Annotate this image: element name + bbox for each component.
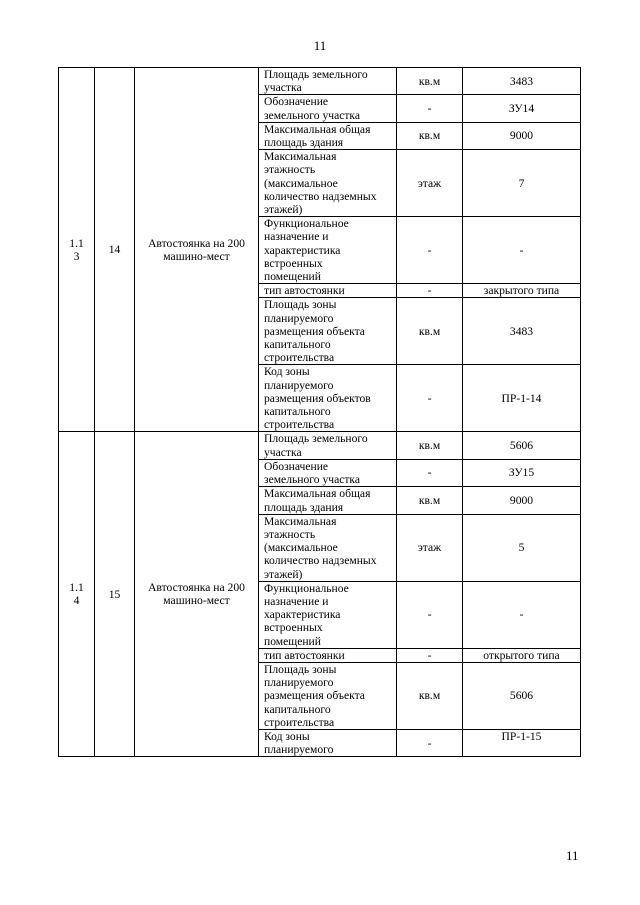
parameter-line: помещений [264,634,321,648]
parameter-line: площадь здания [264,500,344,514]
item-number-line: 4 [73,594,80,608]
value-cell: 9000 [463,122,581,149]
parameter-line: участка [264,81,302,95]
unit-cell: - [397,729,463,756]
value-cell: 9000 [463,487,581,514]
parameter-line: земельного участка [264,108,361,122]
parameter-line: размещения объекта [264,689,365,703]
parameter-line: Обозначение [264,459,329,473]
value-cell: 5606 [463,432,581,459]
parameter-line: встроенных [264,256,323,270]
parameter-line: планируемого [264,311,334,325]
parameter-cell [259,217,397,284]
unit-cell: кв.м [397,487,463,514]
parameter-line: Код зоны [264,729,310,743]
unit-cell: - [397,459,463,486]
parameter-line: планируемого [264,378,334,392]
parameter-cell [259,648,397,662]
value-cell: ЗУ15 [463,459,581,486]
unit-cell: этаж [397,150,463,217]
object-name-line: машино-мест [163,249,230,263]
parameter-line: Код зоны [264,365,310,379]
parameter-line: Площадь зоны [264,298,337,312]
unit-cell: - [397,217,463,284]
item-number-cell [59,432,95,757]
unit-cell: кв.м [397,298,463,365]
lot-number-cell: 15 [95,432,135,757]
value-cell: ПР-1-14 [463,365,581,432]
item-number-line: 3 [73,249,80,263]
parameter-cell [259,581,397,648]
parameter-line: (максимальное [264,176,338,190]
parameter-cell [259,487,397,514]
parameter-line: капитального [264,405,331,419]
parameter-line: Максимальная [264,514,337,528]
parameter-line: размещения объектов [264,391,371,405]
unit-cell: - [397,95,463,122]
value-cell: 7 [463,150,581,217]
parameter-line: капитального [264,338,331,352]
unit-cell: кв.м [397,662,463,729]
parameter-line: Функциональное [264,581,349,595]
parameter-line: Функциональное [264,217,349,231]
parameter-cell [259,432,397,459]
lot-number-cell: 14 [95,68,135,432]
parameter-cell [259,514,397,581]
parameter-line: Максимальная [264,150,337,164]
unit-cell: - [397,648,463,662]
parameter-line: Площадь зоны [264,662,337,676]
parameter-line: встроенных [264,621,323,635]
table-row [59,68,581,95]
parameter-line: площадь здания [264,136,344,150]
parameter-line: этажей) [264,203,303,217]
object-name-line: Автостоянка на 200 [148,236,245,250]
parameter-line: строительства [264,418,335,432]
unit-cell: - [397,581,463,648]
parameter-line: (максимальное [264,541,338,555]
parameter-line: Максимальная общая [264,487,371,501]
parameter-line: количество надземных [264,189,377,203]
item-number-line: 1.1 [69,236,84,250]
parameter-cell [259,298,397,365]
parameter-line: назначение и [264,594,329,608]
parameter-line: количество надземных [264,554,377,568]
parameter-line: планируемого [264,743,334,757]
object-name-line: машино-мест [163,594,230,608]
parameter-line: этажность [264,163,316,177]
unit-cell: кв.м [397,68,463,95]
parameter-line: строительства [264,351,335,365]
parameter-line: земельного участка [264,473,361,487]
parameter-line: размещения объекта [264,324,365,338]
parameter-cell [259,150,397,217]
value-cell: открытого типа [463,648,581,662]
unit-cell: - [397,284,463,298]
parameter-line: Площадь земельного [264,432,368,446]
page-number-bottom: 11 [566,848,579,863]
parameter-cell [259,729,397,756]
object-name-line: Автостоянка на 200 [148,581,245,595]
parameter-cell [259,122,397,149]
value-cell: - [463,217,581,284]
table-row [59,432,581,459]
parameter-line: Обозначение [264,95,329,109]
page-number-top: 11 [313,38,327,53]
parameter-line: характеристика [264,608,341,622]
parameter-cell [259,284,397,298]
parameter-line: участка [264,445,302,459]
value-cell: 3483 [463,68,581,95]
parameter-line: помещений [264,270,321,284]
parameter-line: этажность [264,527,316,541]
object-name-cell [135,432,259,757]
parameter-line: характеристика [264,243,341,257]
value-cell: - [463,581,581,648]
parameter-line: тип автостоянки [264,284,345,298]
parameter-cell [259,365,397,432]
value-cell: ЗУ14 [463,95,581,122]
parameter-cell [259,68,397,95]
parameter-cell [259,459,397,486]
value-cell: закрытого типа [463,284,581,298]
parameter-line: строительства [264,715,335,729]
unit-cell: этаж [397,514,463,581]
parameter-line: назначение и [264,230,329,244]
value-cell: 5606 [463,662,581,729]
parameters-table [58,67,581,757]
parameter-line: Площадь земельного [264,68,368,81]
item-number-line: 1.1 [69,581,84,595]
unit-cell: - [397,365,463,432]
parameter-line: капитального [264,702,331,716]
value-cell: ПР-1-15 [463,729,581,756]
parameter-line: Максимальная общая [264,122,371,136]
parameter-line: этажей) [264,567,303,581]
item-number-cell [59,68,95,432]
parameter-line: тип автостоянки [264,648,345,662]
unit-cell: кв.м [397,432,463,459]
object-name-cell [135,68,259,432]
parameter-cell [259,95,397,122]
value-cell: 3483 [463,298,581,365]
value-cell: 5 [463,514,581,581]
parameter-line: планируемого [264,676,334,690]
parameter-cell [259,662,397,729]
unit-cell: кв.м [397,122,463,149]
